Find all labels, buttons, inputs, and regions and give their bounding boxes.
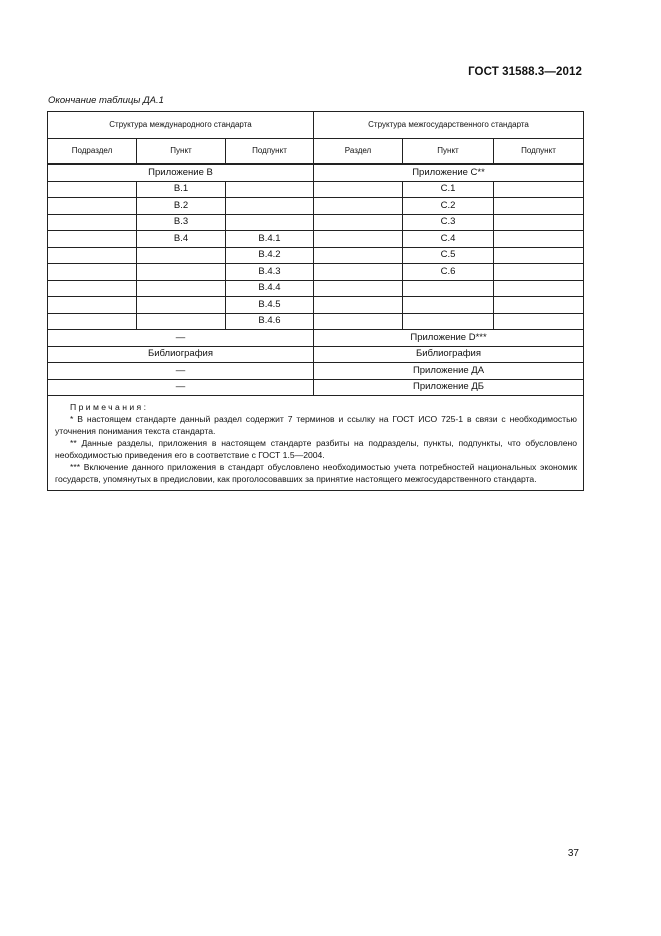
cell bbox=[137, 313, 226, 330]
cell bbox=[314, 198, 403, 215]
col-header: Подпункт bbox=[494, 139, 584, 165]
cell: C.6 bbox=[403, 264, 494, 281]
table-row bbox=[48, 363, 584, 380]
cell: B.2 bbox=[137, 198, 226, 215]
cell bbox=[48, 231, 137, 248]
cell-span-left: — bbox=[48, 330, 314, 347]
cell bbox=[494, 181, 584, 198]
document-code: ГОСТ 31588.3—2012 bbox=[468, 66, 582, 78]
cell bbox=[494, 264, 584, 281]
table-row bbox=[48, 379, 584, 396]
cell bbox=[48, 214, 137, 231]
cell-span-left: — bbox=[48, 379, 314, 396]
cell: B.4 bbox=[137, 231, 226, 248]
cell: C.2 bbox=[403, 198, 494, 215]
cell bbox=[314, 297, 403, 314]
cell bbox=[137, 247, 226, 264]
cell bbox=[494, 214, 584, 231]
cell: B.4.1 bbox=[226, 231, 314, 248]
cell: C.4 bbox=[403, 231, 494, 248]
cell bbox=[48, 181, 137, 198]
cell bbox=[137, 264, 226, 281]
cell-span-right: Приложение ДБ bbox=[314, 379, 584, 396]
table-row bbox=[48, 330, 584, 347]
table-row bbox=[48, 198, 584, 215]
interstate-standard-header: Структура межгосударственного стандарта bbox=[314, 112, 584, 139]
table-notes bbox=[48, 396, 584, 491]
cell bbox=[403, 313, 494, 330]
cell bbox=[226, 214, 314, 231]
cell: C.1 bbox=[403, 181, 494, 198]
table-row bbox=[48, 346, 584, 363]
cell: B.3 bbox=[137, 214, 226, 231]
table-row bbox=[48, 214, 584, 231]
notes-title: Примечания: bbox=[70, 402, 149, 412]
table-caption: Окончание таблицы ДА.1 bbox=[48, 95, 164, 106]
cell: B.4.3 bbox=[226, 264, 314, 281]
col-header: Пункт bbox=[403, 139, 494, 165]
cell-span-right: Приложение C** bbox=[314, 164, 584, 181]
note-item: ** Данные разделы, приложения в настоящем стандарте разбиты на подразделы, пункты, подпункты, что обусловлено необходимостью приведения его в соответствие с ГОСТ 1.5—2004. bbox=[55, 438, 578, 460]
cell bbox=[314, 313, 403, 330]
cell-span-right: Библиография bbox=[314, 346, 584, 363]
cell bbox=[314, 181, 403, 198]
col-header: Подраздел bbox=[48, 139, 137, 165]
cell bbox=[314, 247, 403, 264]
cell: B.4.5 bbox=[226, 297, 314, 314]
table-row bbox=[48, 247, 584, 264]
note-item: *** Включение данного приложения в стандарт обусловлено необходимостью учета потребностей национальных экономик государств, упомянутых в предисловии, как проголосовавших за принятие настоящего межгосударственного стандарта. bbox=[55, 462, 578, 484]
cell-span-right: Приложение ДА bbox=[314, 363, 584, 380]
cell bbox=[494, 313, 584, 330]
note-item: * В настоящем стандарте данный раздел содержит 7 терминов и ссылку на ГОСТ ИСО 725-1 в связи с необходимостью уточнения понимания текста стандарта. bbox=[55, 414, 578, 436]
table-row bbox=[48, 264, 584, 281]
cell-span-right: Приложение D*** bbox=[314, 330, 584, 347]
cell bbox=[48, 247, 137, 264]
cell bbox=[137, 297, 226, 314]
table-row bbox=[48, 313, 584, 330]
cell bbox=[314, 214, 403, 231]
cell bbox=[48, 297, 137, 314]
cell bbox=[494, 231, 584, 248]
cell bbox=[226, 198, 314, 215]
cell: B.1 bbox=[137, 181, 226, 198]
col-header: Раздел bbox=[314, 139, 403, 165]
table-row bbox=[48, 181, 584, 198]
cell: B.4.2 bbox=[226, 247, 314, 264]
col-header: Пункт bbox=[137, 139, 226, 165]
cell-span-left: Библиография bbox=[48, 346, 314, 363]
international-standard-header: Структура международного стандарта bbox=[48, 112, 314, 139]
cell bbox=[48, 280, 137, 297]
cell bbox=[314, 231, 403, 248]
page-number: 37 bbox=[567, 848, 579, 859]
group-header-row bbox=[48, 112, 584, 139]
table-row bbox=[48, 280, 584, 297]
sub-header-row bbox=[48, 139, 584, 165]
cell: B.4.6 bbox=[226, 313, 314, 330]
cell: C.5 bbox=[403, 247, 494, 264]
cell-span-left: Приложение B bbox=[48, 164, 314, 181]
cell bbox=[494, 297, 584, 314]
cell bbox=[226, 181, 314, 198]
cell bbox=[403, 280, 494, 297]
cell-span-left: — bbox=[48, 363, 314, 380]
cell bbox=[48, 313, 137, 330]
cell bbox=[314, 264, 403, 281]
cell bbox=[137, 280, 226, 297]
cell bbox=[494, 198, 584, 215]
table-row bbox=[48, 164, 584, 181]
table-row bbox=[48, 297, 584, 314]
cell bbox=[403, 297, 494, 314]
cell bbox=[48, 198, 137, 215]
cell bbox=[48, 264, 137, 281]
cell: C.3 bbox=[403, 214, 494, 231]
cell: B.4.4 bbox=[226, 280, 314, 297]
cell bbox=[314, 280, 403, 297]
cell bbox=[494, 247, 584, 264]
notes-row bbox=[48, 396, 584, 491]
col-header: Подпункт bbox=[226, 139, 314, 165]
cell bbox=[494, 280, 584, 297]
structure-comparison-table bbox=[47, 111, 584, 491]
table-row bbox=[48, 231, 584, 248]
